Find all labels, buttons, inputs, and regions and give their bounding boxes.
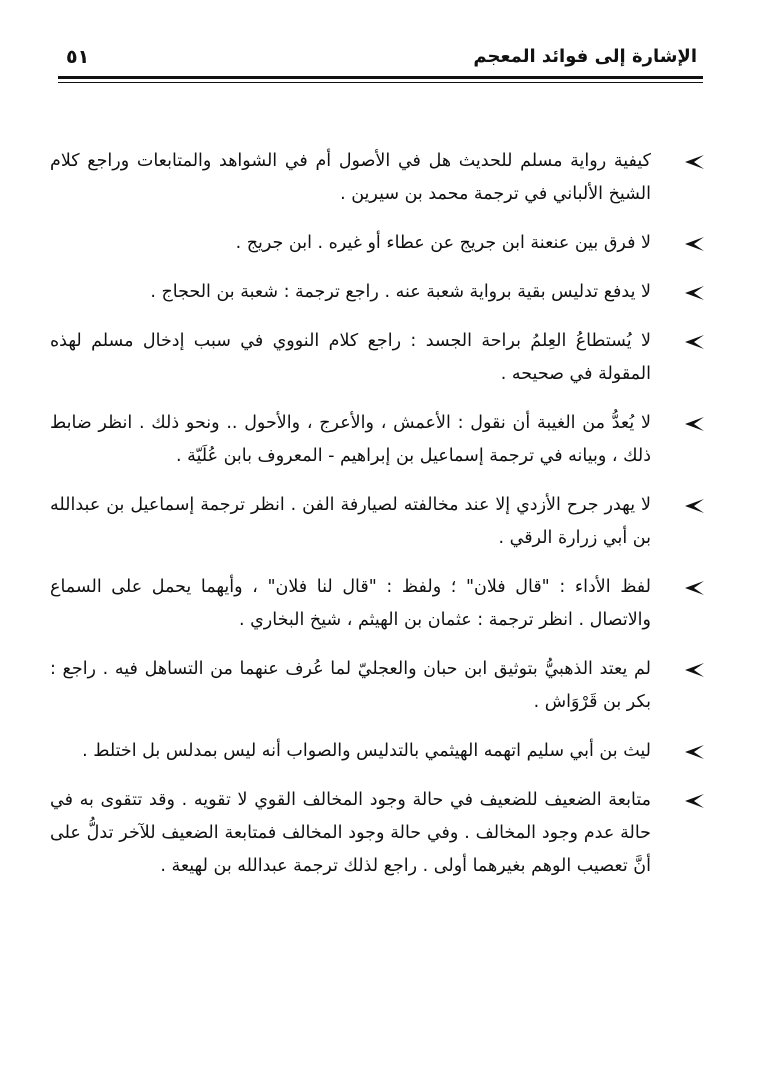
arrowhead-bullet-icon [683, 580, 705, 596]
list-item [50, 784, 707, 883]
entry-text: لا يُستطاعُ العِلمُ براحة الجسد : راجع كلام النووي في سبب إدخال مسلم لهذه المقولة في صحيحه . [50, 331, 651, 384]
entry-text: لفظ الأداء : "قال فلان" ؛ ولفظ : "قال لنا فلان" ، وأيهما يحمل على السماع والاتصال . انظر ترجمة : عثمان بن الهيثم ، شيخ البخاري . [50, 577, 651, 630]
arrowhead-bullet-icon [683, 662, 705, 678]
list-item [50, 276, 707, 309]
index-entries [50, 145, 707, 899]
entry-text: لا فرق بين عنعنة ابن جريج عن عطاء أو غيره . ابن جريج . [235, 233, 651, 253]
entry-text: لا يهدر جرح الأزدي إلا عند مخالفته لصيارفة الفن . انظر ترجمة إسماعيل بن عبدالله بن أبي زرارة الرقي . [50, 495, 651, 548]
page-header [58, 36, 703, 76]
entry-text: لا يدفع تدليس بقية برواية شعبة عنه . راجع ترجمة : شعبة بن الحجاج . [150, 282, 651, 302]
arrowhead-bullet-icon [683, 285, 705, 301]
arrowhead-bullet-icon [683, 334, 705, 350]
arrowhead-bullet-icon [683, 416, 705, 432]
entry-text: لم يعتد الذهبيُّ بتوثيق ابن حبان والعجليّ لما عُرف عنهما من التساهل فيه . راجع : بكر بن قَرْوَاش . [50, 659, 651, 712]
list-item [50, 571, 707, 637]
list-item [50, 407, 707, 473]
arrowhead-bullet-icon [683, 744, 705, 760]
list-item [50, 145, 707, 211]
arrowhead-bullet-icon [683, 236, 705, 252]
entry-text: لا يُعدُّ من الغيبة أن نقول : الأعمش ، والأعرج ، والأحول .. ونحو ذلك . انظر ضابط ذلك ، وبيانه في ترجمة إسماعيل بن إبراهيم - المعروف بابن عُلَيّة . [50, 413, 651, 466]
page-number: ٥١ [66, 46, 90, 68]
list-item [50, 325, 707, 391]
list-item [50, 735, 707, 768]
arrowhead-bullet-icon [683, 154, 705, 170]
header-rule-thick [58, 76, 703, 79]
arrowhead-bullet-icon [683, 498, 705, 514]
entry-text: كيفية رواية مسلم للحديث هل في الأصول أم في الشواهد والمتابعات وراجع كلام الشيخ الألباني في ترجمة محمد بن سيرين . [50, 151, 651, 204]
entry-text: ليث بن أبي سليم اتهمه الهيثمي بالتدليس والصواب أنه ليس بمدلس بل اختلط . [82, 741, 651, 761]
list-item [50, 227, 707, 260]
list-item [50, 653, 707, 719]
header-rule-thin [58, 82, 703, 83]
list-item [50, 489, 707, 555]
arrowhead-bullet-icon [683, 793, 705, 809]
running-title: الإشارة إلى فوائد المعجم [473, 46, 697, 67]
entry-text: متابعة الضعيف للضعيف في حالة وجود المخالف القوي لا تقويه . وقد تتقوى به في حالة عدم وجود المخالف . وفي حالة وجود المخالف فمتابعة الضعيف للآخر تدلُّ على أنَّ تعصيب الوهم بغيرهما أولى . راجع لذلك ترجمة عبدالله بن لهيعة . [50, 790, 651, 876]
